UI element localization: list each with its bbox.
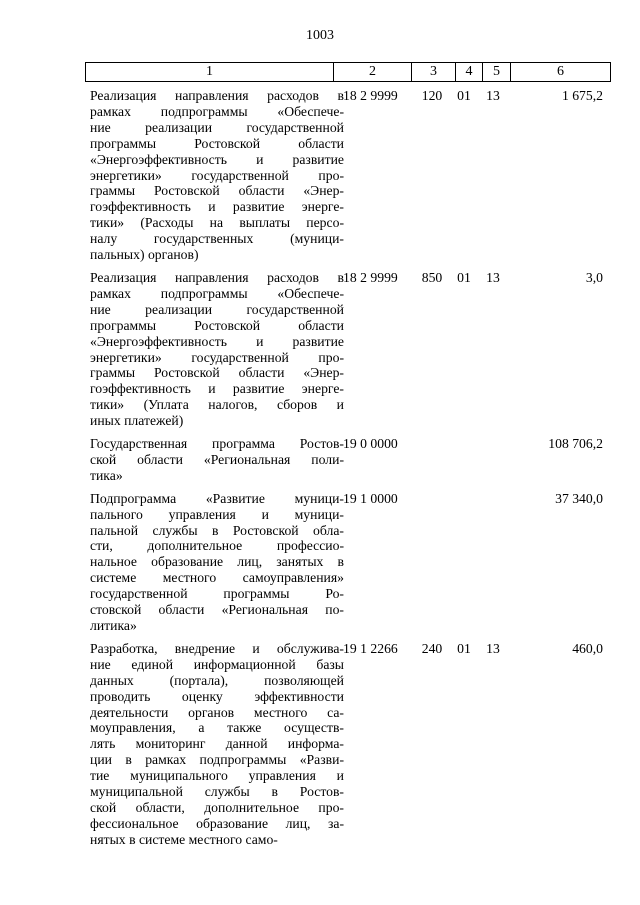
description-line: нятых в системе местного само- (90, 831, 278, 847)
header-col-4: 4 (465, 64, 473, 79)
description-line: проводить оценку эффективности (90, 688, 344, 704)
target-article-code: 19 1 2266 (343, 640, 398, 656)
expense-type-code: 240 (421, 640, 443, 656)
row-description (90, 491, 344, 634)
description-line: Разработка, внедрение и обслужива- (90, 640, 344, 656)
target-article-code: 18 2 9999 (343, 88, 398, 103)
header-col-1: 1 (206, 64, 213, 79)
description-line: программы Ростовской области (90, 317, 344, 333)
row-description (90, 641, 344, 848)
row-description (90, 88, 344, 263)
description-line: пальной службы в Ростовской обла- (90, 522, 344, 538)
row-description (90, 436, 344, 484)
description-line: системе местного самоуправления» (90, 570, 344, 586)
description-line: нальное образование лиц, занятых в (90, 554, 344, 570)
description-line: иных платежей) (90, 413, 184, 429)
description-line: Реализация направления расходов в (90, 269, 344, 285)
table-header-row (85, 62, 611, 82)
description-line: тие муниципального управления и (90, 768, 344, 784)
target-article-code: 19 0 0000 (343, 436, 398, 452)
description-line: лять мониторинг данной информа- (90, 736, 344, 752)
description-line: гоэффективность и развитие энерге- (90, 381, 344, 397)
description-line: граммы Ростовской области «Энер- (90, 365, 344, 381)
description-line: рамках подпрограммы «Обеспече- (90, 285, 344, 301)
subsection-code: 13 (486, 88, 500, 103)
section-code: 01 (457, 640, 471, 656)
description-line: энергетики» государственной про- (90, 167, 344, 183)
description-line: пального управления и муници- (90, 506, 344, 522)
description-line: муниципальной службы в Ростов- (90, 784, 344, 800)
description-line: Подпрограмма «Развитие муници- (90, 490, 344, 506)
header-col-5: 5 (493, 64, 500, 79)
description-line: ние единой информационной базы (90, 656, 344, 672)
description-line: Реализация направления расходов в (90, 88, 344, 103)
description-line: ние реализации государственной (90, 119, 344, 135)
description-line: ской области «Региональная поли- (90, 451, 344, 467)
description-line: рамках подпрограммы «Обеспече- (90, 103, 344, 119)
header-col-2: 2 (369, 64, 376, 79)
description-line: литика» (90, 618, 137, 633)
description-line: энергетики» государственной про- (90, 349, 344, 365)
description-line: ции в рамках подпрограммы «Разви- (90, 752, 344, 768)
table-row (85, 491, 611, 634)
description-line: тика» (90, 467, 123, 483)
amount: 108 706,2 (548, 436, 603, 452)
description-line: граммы Ростовской области «Энер- (90, 183, 344, 199)
target-article-code: 19 1 0000 (343, 490, 398, 506)
description-line: государственной программы Ро- (90, 586, 344, 602)
expense-type-code: 850 (421, 269, 443, 285)
description-line: тики» (Уплата налогов, сборов и (90, 397, 344, 413)
description-line: деятельности органов местного са- (90, 704, 344, 720)
description-line: данных (портала), позволяющей (90, 672, 344, 688)
description-line: моуправления, а также осуществ- (90, 720, 344, 736)
section-code: 01 (457, 269, 471, 285)
table-row (85, 88, 611, 263)
section-code: 01 (457, 88, 471, 103)
expense-type-code: 120 (421, 88, 443, 103)
description-line: тики» (Расходы на выплаты персо- (90, 215, 344, 231)
target-article-code: 18 2 9999 (343, 269, 398, 285)
subsection-code: 13 (486, 269, 500, 285)
description-line: «Энергоэффективность и развитие (90, 333, 344, 349)
description-line: стовской области «Региональная по- (90, 602, 344, 618)
description-line: ской области, дополнительное про- (90, 799, 344, 815)
description-line: налу государственных (муници- (90, 231, 344, 247)
table-row (85, 270, 611, 429)
description-line: «Энергоэффективность и развитие (90, 151, 344, 167)
description-line: гоэффективность и развитие энерге- (90, 199, 344, 215)
amount: 1 675,2 (561, 88, 603, 103)
description-line: фессиональное образование лиц, за- (90, 815, 344, 831)
budget-table (85, 62, 611, 855)
description-line: ние реализации государственной (90, 301, 344, 317)
table-row (85, 641, 611, 848)
table-row (85, 436, 611, 484)
description-line: программы Ростовской области (90, 135, 344, 151)
amount: 3,0 (585, 269, 603, 285)
page-number: 1003 (306, 28, 334, 43)
row-description (90, 270, 344, 429)
description-line: сти, дополнительное профессио- (90, 538, 344, 554)
header-col-6: 6 (557, 64, 564, 79)
amount: 460,0 (572, 640, 603, 656)
subsection-code: 13 (486, 640, 500, 656)
description-line: Государственная программа Ростов- (90, 436, 344, 452)
table-body (85, 82, 611, 848)
header-col-3: 3 (430, 64, 437, 79)
description-line: пальных) органов) (90, 247, 199, 263)
amount: 37 340,0 (555, 490, 603, 506)
